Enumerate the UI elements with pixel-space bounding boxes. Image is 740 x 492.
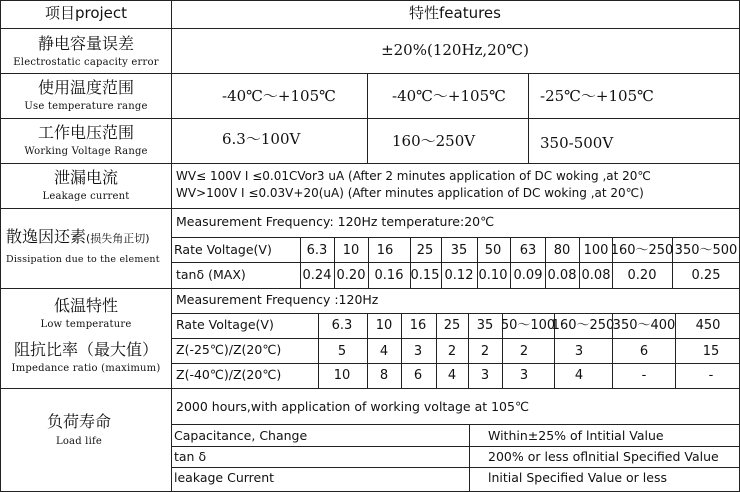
table-cell: 4 [574,368,584,383]
impedance-ratio-label-en: Impedance ratio (maximum) [11,363,161,374]
dissipation-tan-label: tanδ (MAX) [176,267,246,282]
table-cell: 50 [484,243,502,258]
dissipation-voltage-header: Rate Voltage(V) [174,242,272,257]
table-cell: 2 [480,344,490,359]
table-cell: 6 [639,344,649,359]
table-cell: 450 [695,318,721,333]
load-life-label-cn: 负荷寿命 [46,412,112,431]
table-cell: 0.12 [444,268,474,283]
table-cell: 10 [342,243,360,258]
table-cell: - [708,368,714,383]
load-life-value: Within±25% of lntitial Value [488,428,664,443]
table-cell: 0.10 [478,268,508,283]
table-cell: 25 [416,243,434,258]
table-cell: 15 [702,344,720,359]
table-cell: 35 [476,318,494,333]
table-cell: - [641,368,647,383]
z40-label: Z(-40℃)/Z(20℃) [176,367,282,382]
dissipation-measurement: Measurement Frequency: 120Hz temperature:20℃ [176,214,495,229]
load-life-item: Capacitance, Change [174,428,308,443]
table-cell: 8 [379,368,389,383]
temperature-range-label-cn: 使用温度范围 [37,78,135,97]
capacity-error-label-cn: 静电容量误差 [37,34,135,53]
working-voltage-label-en: Working Voltage Range [24,146,148,157]
load-life-value: lnitial Specified Value or less [488,470,667,485]
low-temp-label-en: Low temperature [40,319,132,330]
load-life-item: leakage Current [174,470,275,485]
working-voltage-value: 6.3～100V [222,130,301,148]
header-features: 特性features [409,4,501,22]
table-cell: 160～250 [551,318,615,333]
table-cell: 6.3 [331,318,353,333]
table-cell: 35 [450,243,468,258]
capacity-error-value: ±20%(120Hz,20℃) [381,41,529,59]
working-voltage-label-cn: 工作电压范围 [37,123,135,142]
table-cell: 5 [337,344,347,359]
table-cell: 4 [447,368,457,383]
table-cell: 160～250 [610,243,674,258]
leakage-line-2: WV>100V I ≤0.03V+20(uA) (After minutes application of DC woking ,at 20℃) [176,186,644,200]
table-cell: 0.15 [410,268,440,283]
capacity-error-label-en: Electrostatic capacity error [13,57,159,68]
dissipation-label-cn: 散逸因还素(损失角正切) [6,227,150,246]
table-cell: 50～100 [500,318,556,333]
temperature-range-value: -25℃～+105℃ [540,87,654,105]
table-cell: 2 [447,344,457,359]
table-cell: 6.3 [306,243,328,258]
table-cell: 0.24 [302,268,332,283]
leakage-label-en: Leakage current [42,191,130,202]
table-cell: 2 [519,344,529,359]
table-cell: 0.20 [627,268,657,283]
temperature-range-value: -40℃～+105℃ [222,87,336,105]
working-voltage-value: 350-500V [540,134,614,152]
table-cell: 25 [443,318,461,333]
table-cell: 4 [379,344,389,359]
table-cell: 0.08 [547,268,577,283]
dissipation-label-en: Dissipation due to the element [6,254,160,265]
header-item: 项目project [44,4,128,22]
table-cell: 16 [409,318,427,333]
table-cell: 16 [376,243,394,258]
table-cell: 0.16 [374,268,404,283]
load-life-label-en: Load life [55,436,103,447]
z25-label: Z(-25℃)/Z(20℃) [176,342,282,357]
temperature-range-label-en: Use temperature range [24,101,148,112]
table-cell: 80 [553,243,571,258]
table-cell: 100 [583,243,609,258]
load-life-item: tan δ [174,449,207,464]
load-life-description: 2000 hours,with application of working voltage at 105℃ [176,399,530,414]
low-temp-label-cn: 低温特性 [53,296,119,315]
temperature-range-value: -40℃～+105℃ [392,87,506,105]
table-cell: 6 [413,368,423,383]
impedance-ratio-label-cn: 阻抗比率（最大值） [13,340,159,359]
table-cell: 3 [413,344,423,359]
table-cell: 0.08 [581,268,611,283]
table-cell: 3 [480,368,490,383]
table-cell: 63 [519,243,537,258]
load-life-value: 200% or less oflnitial Specified Value [488,449,719,464]
low-temp-voltage-header: Rate Voltage(V) [176,317,274,332]
leakage-label-cn: 泄漏电流 [53,168,119,187]
leakage-line-1: WV≤ 100V I ≤0.01CVor3 uA (After 2 minutes application of DC woking ,at 20℃ [176,169,651,183]
working-voltage-value: 160～250V [392,132,476,150]
table-cell: 350～500 [674,243,738,258]
table-cell: 0.20 [336,268,366,283]
table-cell: 0.25 [691,268,721,283]
table-cell: 0.09 [513,268,543,283]
table-cell: 3 [519,368,529,383]
table-cell: 10 [375,318,393,333]
table-cell: 350～400 [612,318,676,333]
low-temp-measurement: Measurement Frequency :120Hz [176,292,379,307]
table-cell: 10 [333,368,351,383]
table-cell: 3 [574,344,584,359]
